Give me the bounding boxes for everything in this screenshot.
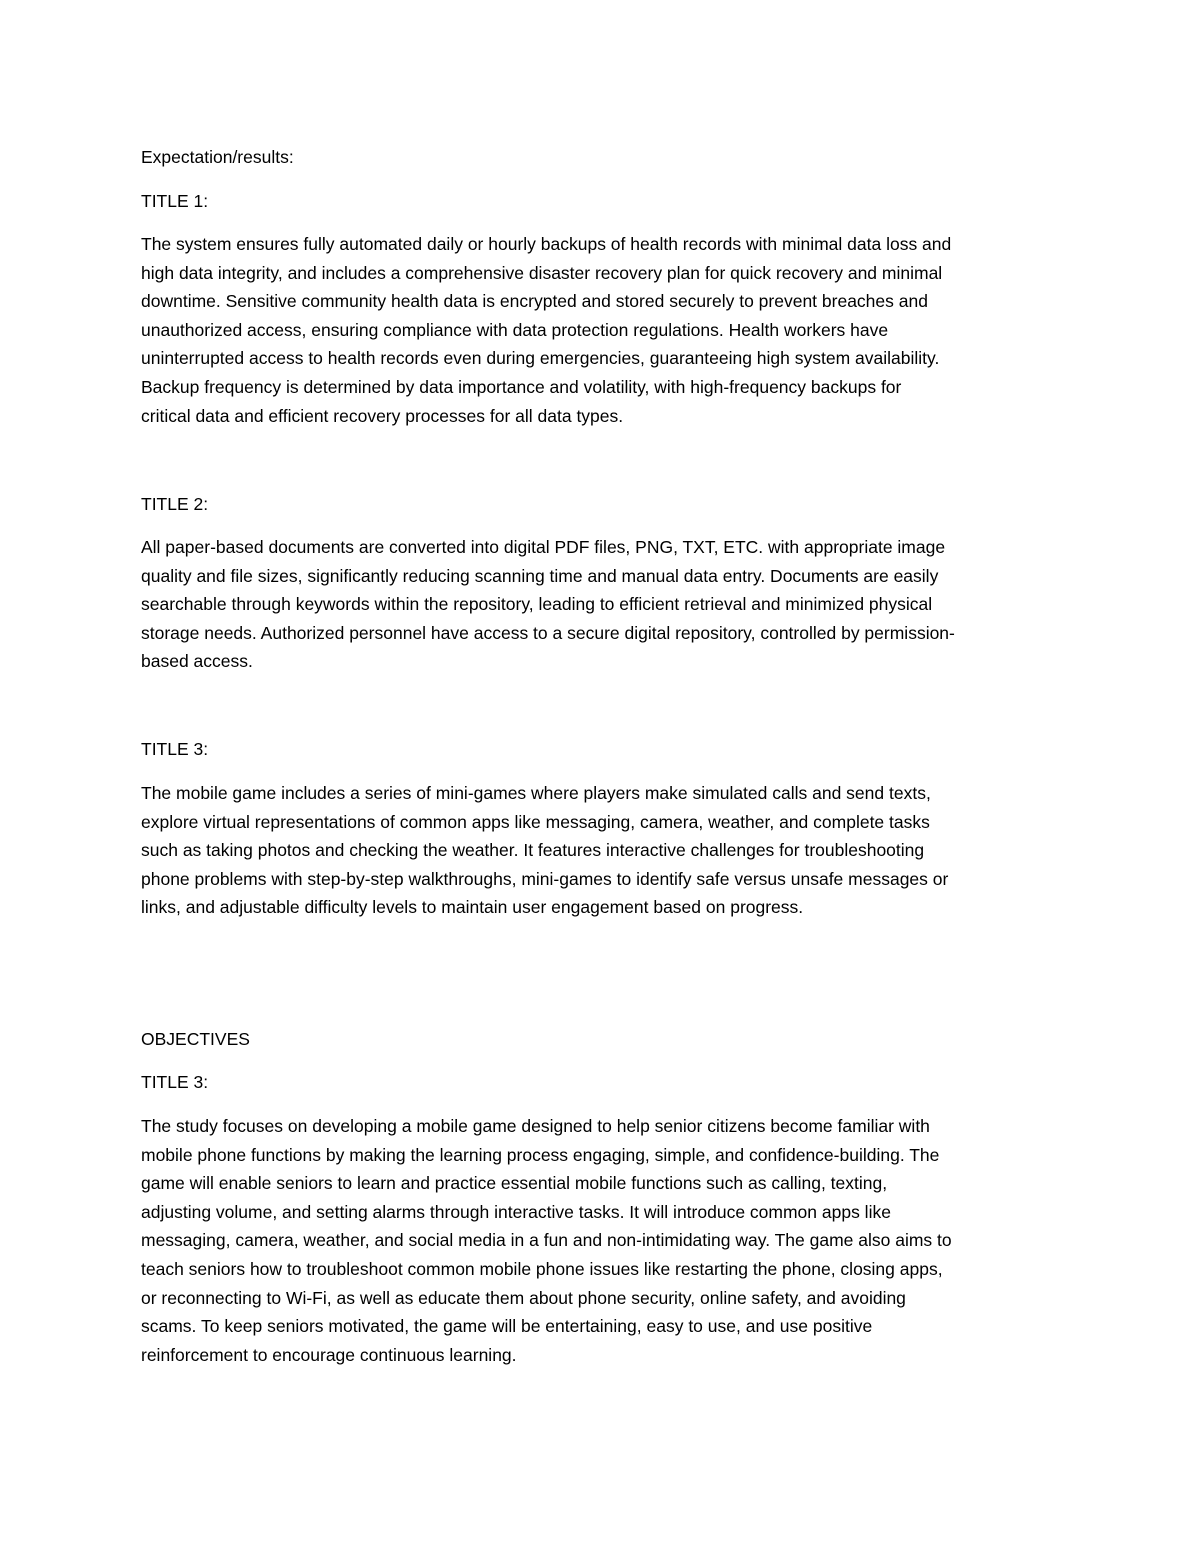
paragraph-line: quality and file sizes, significantly reducing scanning time and manual data entry. Documents are easily	[141, 565, 939, 586]
objectives-title: TITLE 3:	[141, 1072, 209, 1092]
paragraph-line: phone problems with step-by-step walkthroughs, mini-games to identify safe versus unsafe messages or	[141, 868, 949, 889]
paragraph-line: mobile phone functions by making the learning process engaging, simple, and confidence-building. The	[141, 1144, 940, 1165]
section-1-paragraph	[141, 230, 1066, 430]
paragraph-line: messaging, camera, weather, and social media in a fun and non-intimidating way. The game also aims to	[141, 1230, 952, 1251]
paragraph-line: unauthorized access, ensuring compliance with data protection regulations. Health workers have	[141, 319, 889, 340]
paragraph-line: The study focuses on developing a mobile game designed to help senior citizens become familiar with	[141, 1116, 930, 1136]
paragraph-line: based access.	[141, 651, 253, 672]
paragraph-line: scams. To keep seniors motivated, the game will be entertaining, easy to use, and use positive	[141, 1316, 873, 1337]
section-1-title: TITLE 1:	[141, 191, 209, 211]
paragraph-line: explore virtual representations of common apps like messaging, camera, weather, and complete tasks	[141, 811, 930, 832]
paragraph-line: adjusting volume, and setting alarms through interactive tasks. It will introduce common apps like	[141, 1201, 891, 1222]
section-3-title: TITLE 3:	[141, 739, 209, 759]
section-3-paragraph	[141, 779, 1066, 922]
paragraph-line: uninterrupted access to health records even during emergencies, guaranteeing high system availability.	[141, 348, 940, 369]
paragraph-line: teach seniors how to troubleshoot common mobile phone issues like restarting the phone, closing apps,	[141, 1258, 943, 1279]
section-2-paragraph	[141, 533, 1066, 676]
paragraph-line: All paper-based documents are converted into digital PDF files, PNG, TXT, ETC. with appropriate image	[141, 537, 946, 557]
paragraph-line: downtime. Sensitive community health data is encrypted and stored securely to prevent breaches and	[141, 291, 928, 312]
paragraph-line: links, and adjustable difficulty levels to maintain user engagement based on progress.	[141, 897, 804, 918]
paragraph-line: searchable through keywords within the repository, leading to efficient retrieval and minimized physical	[141, 594, 933, 615]
paragraph-line: The system ensures fully automated daily or hourly backups of health records with minimal data loss and	[141, 234, 952, 254]
expectation-heading: Expectation/results:	[141, 147, 294, 167]
paragraph-line: storage needs. Authorized personnel have access to a secure digital repository, controlled by permission-	[141, 622, 955, 643]
objectives-paragraph	[141, 1112, 1066, 1369]
paragraph-line: critical data and efficient recovery processes for all data types.	[141, 405, 624, 426]
paragraph-line: such as taking photos and checking the weather. It features interactive challenges for troubleshooting	[141, 840, 925, 861]
paragraph-line: reinforcement to encourage continuous learning.	[141, 1344, 517, 1365]
paragraph-line: The mobile game includes a series of mini-games where players make simulated calls and send texts,	[141, 783, 931, 803]
paragraph-line: or reconnecting to Wi-Fi, as well as educate them about phone security, online safety, and avoiding	[141, 1287, 906, 1308]
paragraph-line: game will enable seniors to learn and practice essential mobile functions such as calling, texting,	[141, 1173, 888, 1194]
paragraph-line: high data integrity, and includes a comprehensive disaster recovery plan for quick recovery and minimal	[141, 262, 943, 283]
objectives-heading: OBJECTIVES	[141, 1029, 250, 1049]
section-2-title: TITLE 2:	[141, 494, 209, 514]
paragraph-line: Backup frequency is determined by data importance and volatility, with high-frequency backups for	[141, 376, 902, 397]
